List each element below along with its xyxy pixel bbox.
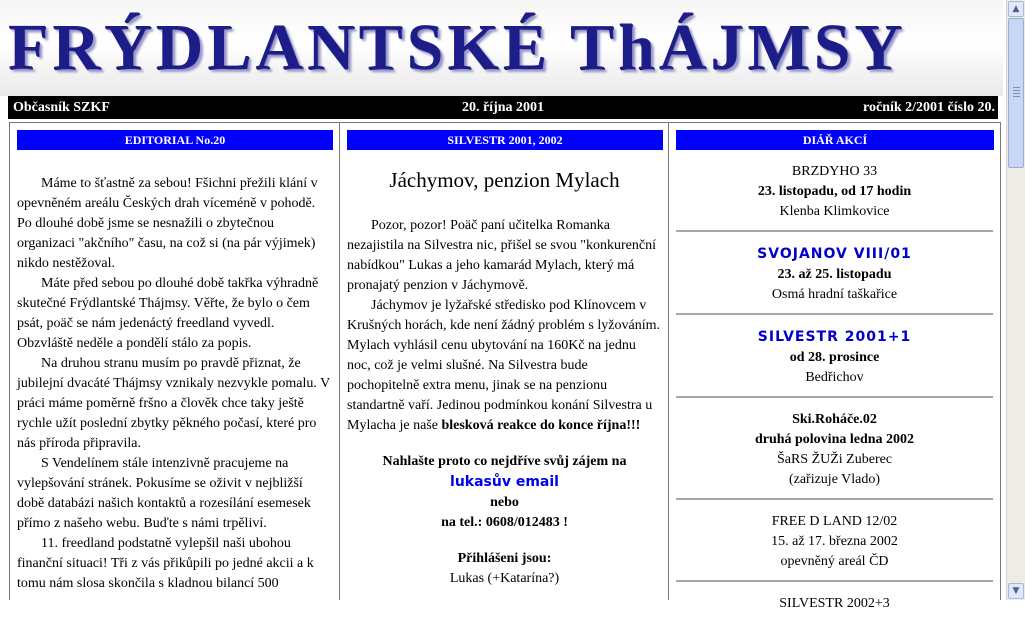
event-link-svojanov[interactable]: SVOJANOV VIII/01 [757,246,912,262]
signups-list: Lukas (+Katarína?) [449,571,560,586]
contact-phone: na tel.: 0608/012483 ! [441,515,568,530]
diary-list [669,150,1000,622]
editorial-column [9,122,340,600]
scroll-up-icon[interactable]: ▲ [1008,1,1024,17]
diary-event [676,582,993,622]
event-name: FREE D LAND 12/02 [771,514,898,529]
contact-or: nebo [490,495,519,510]
diary-event [676,150,993,232]
event-date: 15. až 17. března 2002 [771,534,898,549]
masthead-banner [0,0,1003,96]
event-name: BRZDYHO 33 [791,164,878,179]
silvestr-column [339,122,670,600]
editorial-body [10,150,339,594]
grip-line [1013,87,1020,88]
event-date: druhá polovina ledna 2002 [754,432,915,447]
issue-info-bar [8,96,998,119]
editorial-paragraph: Máte před sebou po dlouhé době takřka výhradně skutečné Frýdlantské Thájmsy. Věřte, že bylo o čem psát, poäč se nám jedenáctý freedland vyvedl. Obzvláště neděle a pondělí stálo za popis. [17,276,319,351]
editorial-heading: EDITORIAL No.20 [17,130,333,150]
issue-date: 20. října 2001 [461,100,545,115]
event-date: 23. až 25. listopadu [777,267,892,282]
scrollbar-thumb[interactable] [1008,18,1024,168]
scroll-down-icon[interactable]: ▼ [1008,583,1024,599]
signups-label: Přihlášeni jsou: [457,551,552,566]
event-name: SILVESTR 2002+3 [779,596,890,611]
grip-line [1013,96,1020,97]
article-paragraph: Pozor, pozor! Poäč paní učitelka Romanka nezajistila na Silvestra nic, přišel se svou "konkurenční nabídkou" Lukas a jeho kamarád Mylach, který má pronajatý penzion v Jáchymově. [347,218,656,293]
event-note: (zařizuje Vlado) [788,472,881,487]
diary-event [676,398,993,500]
event-place: Klenba Klimkovice [779,204,890,219]
diary-event [676,500,993,582]
event-link-silvestr[interactable]: SILVESTR 2001+1 [757,329,912,345]
article-paragraph [347,296,662,436]
event-date: 23. listopadu, od 17 hodin [757,184,912,199]
article-title: Jáchymov, penzion Mylach [389,168,620,192]
event-place: Osmá hradní taškařice [771,287,898,302]
publication-type: Občasník SZKF [13,100,110,115]
deadline-emphasis: blesková reakce do konce října!!! [441,418,641,433]
silvestr-body [340,150,669,589]
grip-line [1013,90,1020,91]
event-place: opevněný areál ČD [780,554,889,569]
masthead-title: FRÝDLANTSKÉ ThÁJMSY [8,11,907,84]
event-date: od 28. prosince [789,350,880,365]
silvestr-heading: SILVESTR 2001, 2002 [347,130,663,150]
editorial-paragraph: Máme to šťastně za sebou! Fšichni přežili klání v opevněném areálu Českých drah víceméně v pohodě. Po dlouhé době jsme se nesnažili o zbytečnou organizaci "akčního" času, na což si (na pár výjimek) nikdo nestěžoval. [17,176,318,271]
lukas-email-link[interactable]: lukasův email [450,474,559,490]
event-name: Ski.Roháče.02 [792,412,877,427]
event-place: Bedřichov [805,370,864,385]
diary-column [668,122,1001,611]
diary-heading: DIÁŘ AKCÍ [676,130,994,150]
diary-event [676,315,993,398]
article-paragraph-text: Jáchymov je lyžařské středisko pod Klínovcem v Krušných horách, kde není žádný problém s lyžováním. Mylach vyhlásil cenu ubytování na 160Kč na jednu noc, což je velmi slušné. Na Silvestra bude pochopitelně extra menu, jinak se na penzionu standartně vaří. Jedinou podmínkou konání Silvestra u Mylacha je naše [347,298,660,433]
diary-event [676,232,993,315]
editorial-paragraph: Na druhou stranu musím po pravdě přiznat, že jubilejní dvacáté Thájmsy vznikaly nezvykle pomalu. V práci máme poměrně fršno a člověk chce taky ještě rychle užít poslední zbytky pěkného počasí, které pro nás příroda připravila. [17,356,330,451]
event-place: ŠaRS ŽUŽi Zuberec [776,452,893,467]
contact-intro: Nahlašte proto co nejdříve svůj zájem na [382,454,627,469]
grip-line [1013,93,1020,94]
editorial-paragraph: S Vendelínem stále intenzivně pracujeme na vylepšování stránek. Pokusíme se oživit v nejbližší době databázi našich kontaktů a rozesílání esemesek přímo z našeho webu. Buďte s námi trpěliví. [17,456,311,531]
issue-volume: ročník 2/2001 číslo 20. [863,100,995,115]
vertical-scrollbar[interactable] [1006,0,1025,600]
editorial-paragraph: 11. freedland podstatně vylepšil naši ubohou finanční situaci! Tři z vás přikůpili po jedné akcii a k tomu nám slosa skončila s kladnou bilancí 500 [17,536,314,591]
